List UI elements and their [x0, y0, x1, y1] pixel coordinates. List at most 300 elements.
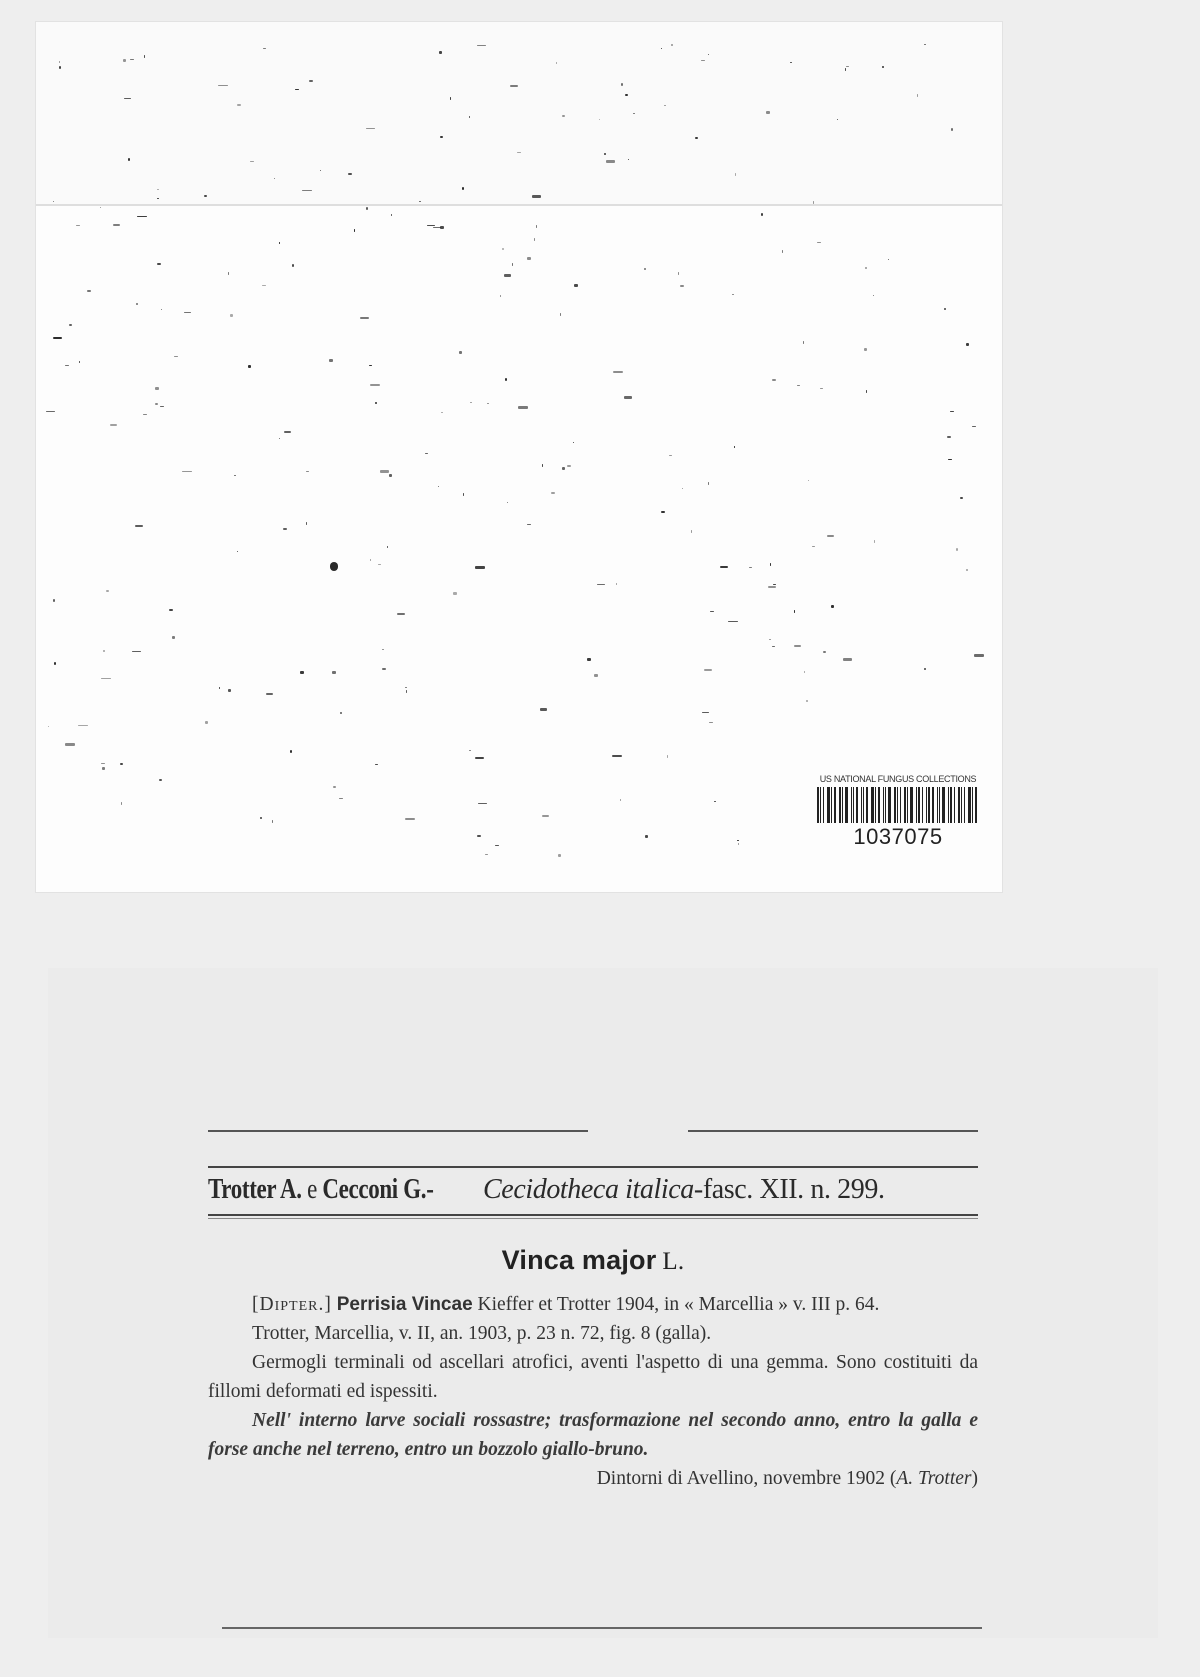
specimen-speck: [101, 678, 111, 679]
specimen-speck: [606, 160, 615, 163]
specimen-speck: [477, 835, 481, 837]
specimen-speck: [812, 546, 815, 547]
specimen-speck: [804, 671, 805, 673]
specimen-speck: [803, 341, 804, 344]
barcode-bar: [928, 787, 930, 823]
specimen-speck: [405, 687, 407, 688]
specimen-speck: [613, 371, 623, 373]
specimen-speck: [770, 563, 771, 566]
barcode-bar: [863, 787, 864, 823]
specimen-speck: [534, 238, 535, 241]
specimen-speck: [332, 671, 336, 674]
specimen-speck: [348, 173, 352, 175]
specimen-speck: [917, 94, 918, 97]
specimen-speck: [100, 207, 101, 208]
specimen-speck: [469, 750, 471, 751]
specimen-speck: [53, 201, 54, 202]
specimen-speck: [794, 610, 795, 613]
paragraph-larvae: Nell' interno larve sociali rossastre; trasformazione nel secondo anno, entro la galla e forse anche nel terreno, entro un bozzolo giallo-bruno.: [208, 1410, 978, 1460]
specimen-speck: [230, 314, 233, 317]
specimen-speck: [947, 436, 951, 438]
specimen-speck: [794, 645, 801, 647]
specimen-speck: [382, 668, 386, 670]
specimen-speck: [599, 119, 600, 120]
specimen-speck: [137, 216, 147, 217]
bottom-rule: [222, 1627, 982, 1629]
specimen-speck: [944, 308, 946, 310]
specimen-speck: [597, 584, 605, 585]
barcode-bar: [856, 787, 858, 823]
gall-taxon: Perrisia Vincae: [336, 1294, 473, 1315]
specimen-speck: [542, 464, 543, 467]
rule-below-series: [208, 1214, 978, 1219]
specimen-speck: [487, 403, 489, 404]
specimen-speck: [340, 712, 342, 714]
barcode-bar: [932, 787, 934, 823]
specimen-speck: [560, 313, 561, 316]
series-line: [208, 1168, 978, 1212]
specimen-speck: [831, 605, 834, 608]
barcode-bar: [948, 787, 949, 823]
specimen-speck: [495, 845, 499, 846]
specimen-speck: [517, 152, 521, 153]
specimen-speck: [155, 403, 158, 405]
specimen-speck: [135, 525, 143, 527]
specimen-speck: [453, 592, 457, 595]
specimen-speck: [866, 390, 867, 393]
barcode-bar: [823, 787, 824, 823]
specimen-speck: [54, 662, 56, 665]
specimen-speck: [475, 757, 484, 759]
specimen-speck: [766, 111, 770, 114]
specimen-speck: [290, 750, 292, 753]
specimen-speck: [438, 486, 439, 487]
specimen-speck: [87, 290, 91, 292]
specimen-speck: [159, 779, 162, 781]
paragraph-description: Germogli terminali od ascellari atrofici, aventi l'aspetto di una gemma. Sono costituiti da fillomi deformati ed ispessiti.: [208, 1352, 978, 1402]
specimen-speck: [510, 85, 518, 87]
specimen-speck: [136, 303, 138, 305]
barcode-bar: [817, 787, 819, 823]
specimen-speck: [262, 285, 266, 286]
specimen-speck: [369, 365, 372, 366]
specimen-speck: [551, 492, 555, 494]
specimen-speck: [237, 551, 238, 552]
specimen-speck: [284, 431, 291, 433]
specimen-speck: [279, 242, 280, 244]
barcode-bar: [904, 787, 906, 823]
barcode-bar: [968, 787, 971, 823]
specimen-speck: [441, 412, 443, 413]
specimen-speck: [558, 854, 561, 857]
specimen-speck: [462, 187, 464, 190]
paragraph-taxon: [208, 1290, 978, 1319]
specimen-speck: [218, 85, 228, 86]
specimen-speck: [664, 105, 666, 106]
barcode-bar: [820, 787, 821, 823]
species-name: Vinca major: [501, 1245, 657, 1275]
specimen-speck: [329, 359, 333, 362]
specimen-speck: [477, 45, 486, 46]
specimen-speck: [354, 229, 355, 232]
specimen-speck: [556, 62, 557, 64]
label-content: [208, 1128, 978, 1494]
specimen-speck: [389, 474, 392, 477]
specimen-speck: [182, 471, 192, 472]
specimen-packet: [36, 22, 1002, 892]
specimen-speck: [678, 272, 679, 275]
barcode-bar: [937, 787, 938, 823]
barcode-bar: [851, 787, 852, 823]
specimen-speck: [837, 119, 838, 120]
specimen-speck: [106, 590, 109, 592]
top-rule-right: [688, 1130, 978, 1132]
specimen-speck: [846, 66, 849, 67]
specimen-speck: [205, 721, 208, 724]
specimen-speck: [502, 248, 504, 250]
specimen-speck: [370, 559, 371, 561]
specimen-speck: [406, 690, 407, 693]
specimen-speck: [720, 566, 728, 568]
taxon-reference: Kieffer et Trotter 1904, in « Marcellia » v. III p. 64.: [477, 1294, 880, 1315]
specimen-speck: [391, 214, 392, 216]
specimen-speck: [645, 835, 648, 838]
barcode-bar: [839, 787, 841, 823]
specimen-speck: [470, 402, 472, 403]
specimen-speck: [616, 583, 617, 585]
barcode-number: 1037075: [853, 824, 943, 849]
specimen-speck: [737, 840, 739, 841]
barcode-bar: [861, 787, 862, 823]
specimen-speck: [924, 668, 926, 670]
barcode-bars: [798, 787, 998, 823]
specimen-speck: [972, 426, 976, 427]
specimen-speck: [709, 722, 713, 723]
barcode-bar: [939, 787, 940, 823]
specimen-speck: [157, 189, 159, 190]
specimen-speck: [380, 470, 389, 473]
specimen-speck: [562, 115, 565, 117]
specimen-speck: [806, 700, 808, 702]
locality-text: Dintorni di Avellino, novembre 1902 (: [596, 1468, 897, 1489]
specimen-speck: [701, 60, 705, 61]
series-conj: e: [307, 1174, 317, 1205]
specimen-speck: [845, 68, 846, 71]
specimen-speck: [330, 562, 338, 571]
specimen-speck: [157, 263, 161, 265]
specimen-speck: [113, 224, 120, 226]
barcode-bar: [950, 787, 952, 823]
specimen-speck: [360, 317, 369, 319]
specimen-speck: [237, 104, 241, 106]
specimen-speck: [734, 446, 735, 448]
specimen-speck: [143, 414, 147, 415]
specimen-speck: [76, 225, 80, 226]
barcode-bar: [885, 787, 886, 823]
specimen-speck: [772, 646, 775, 647]
specimen-speck: [702, 712, 709, 713]
specimen-speck: [387, 546, 388, 548]
specimen-speck: [625, 94, 628, 96]
specimen-speck: [370, 384, 380, 386]
specimen-speck: [65, 743, 75, 746]
specimen-speck: [974, 654, 984, 657]
specimen-speck: [512, 263, 513, 266]
printed-label: [48, 968, 1158, 1638]
series-number: -fasc. XII. n. 299.: [693, 1174, 885, 1205]
specimen-speck: [732, 294, 734, 295]
specimen-speck: [680, 285, 684, 287]
specimen-speck: [124, 98, 131, 99]
barcode-bar: [918, 787, 920, 823]
specimen-speck: [966, 569, 968, 571]
paragraph-reference: Trotter, Marcellia, v. II, an. 1903, p. 23 n. 72, fig. 8 (galla).: [252, 1323, 712, 1344]
specimen-speck: [735, 173, 736, 176]
barcode-bar: [926, 787, 927, 823]
specimen-speck: [773, 584, 776, 585]
specimen-speck: [728, 621, 738, 622]
specimen-speck: [53, 599, 55, 602]
barcode-bar: [964, 787, 965, 823]
locality-close: ): [971, 1468, 978, 1489]
specimen-speck: [302, 190, 312, 191]
species-heading: [208, 1245, 978, 1276]
specimen-speck: [542, 815, 549, 817]
specimen-speck: [110, 424, 117, 426]
specimen-speck: [378, 564, 381, 565]
barcode-bar: [845, 787, 848, 823]
barcode-bar: [972, 787, 973, 823]
barcode-caption: US NATIONAL FUNGUS COLLECTIONS: [819, 774, 977, 784]
top-rules: [208, 1128, 978, 1148]
specimen-speck: [306, 471, 309, 472]
specimen-speck: [419, 201, 421, 202]
specimen-speck: [485, 854, 488, 855]
specimen-speck: [518, 406, 528, 409]
specimen-speck: [527, 524, 531, 525]
barcode-bar: [897, 787, 898, 823]
specimen-speck: [120, 763, 123, 765]
species-author: L.: [662, 1248, 685, 1275]
specimen-speck: [562, 467, 565, 470]
specimen-speck: [527, 257, 531, 260]
specimen-speck: [65, 365, 69, 366]
barcode-bar: [871, 787, 874, 823]
specimen-speck: [874, 540, 875, 543]
label-body: [208, 1290, 978, 1494]
specimen-speck: [667, 755, 668, 758]
series-authors: [208, 1168, 434, 1212]
barcode-bar: [875, 787, 876, 823]
specimen-speck: [204, 195, 207, 197]
specimen-speck: [864, 348, 867, 351]
specimen-speck: [475, 566, 485, 569]
specimen-speck: [260, 817, 262, 819]
barcode-bar: [916, 787, 917, 823]
specimen-speck: [279, 438, 280, 439]
specimen-speck: [797, 385, 800, 386]
specimen-speck: [339, 798, 343, 799]
barcode-bar: [894, 787, 896, 823]
barcode-bar: [900, 787, 901, 823]
barcode-bar: [910, 787, 913, 823]
specimen-speck: [710, 611, 714, 612]
specimen-speck: [594, 674, 598, 677]
specimen-speck: [228, 689, 231, 692]
specimen-speck: [823, 651, 826, 653]
specimen-speck: [128, 158, 130, 161]
barcode-bar: [883, 787, 884, 823]
specimen-speck: [817, 242, 821, 243]
specimen-speck: [121, 802, 122, 805]
specimen-speck: [924, 44, 926, 45]
specimen-speck: [567, 465, 571, 467]
specimen-speck: [960, 497, 963, 499]
specimen-speck: [749, 567, 752, 568]
specimen-speck: [228, 272, 229, 275]
barcode-bar: [878, 787, 880, 823]
series-author-2: Cecconi G.-: [322, 1174, 434, 1205]
specimen-speck: [540, 708, 547, 711]
specimen-speck: [768, 586, 776, 588]
specimen-speck: [950, 411, 954, 412]
series-author-1: Trotter A.: [208, 1174, 302, 1205]
specimen-speck: [704, 669, 712, 671]
specimen-speck: [272, 820, 273, 823]
specimen-speck: [888, 259, 889, 260]
order-label: [Dipter.]: [252, 1294, 332, 1315]
barcode-bar: [888, 787, 891, 823]
barcode-bar: [907, 787, 908, 823]
specimen-speck: [633, 113, 635, 114]
specimen-speck: [459, 351, 462, 354]
specimen-speck: [263, 48, 266, 49]
barcode-bar: [834, 787, 836, 823]
barcode-bar: [954, 787, 955, 823]
locality-line: [208, 1464, 978, 1494]
specimen-speck: [366, 207, 368, 210]
specimen-speck: [219, 687, 220, 689]
specimen-speck: [300, 671, 304, 674]
specimen-speck: [478, 803, 487, 804]
specimen-speck: [661, 511, 665, 513]
barcode-bar: [922, 787, 923, 823]
specimen-speck: [184, 312, 191, 313]
specimen-speck: [248, 365, 251, 368]
barcode-bar: [842, 787, 843, 823]
barcode-bar: [958, 787, 960, 823]
specimen-speck: [101, 763, 105, 764]
specimen-speck: [292, 264, 294, 267]
specimen-speck: [333, 786, 336, 788]
specimen-speck: [956, 548, 958, 551]
specimen-speck: [79, 361, 80, 363]
specimen-speck: [820, 388, 823, 389]
specimen-speck: [78, 725, 88, 726]
specimen-speck: [644, 268, 646, 270]
specimen-speck: [669, 455, 672, 456]
barcode-label: [798, 774, 998, 874]
specimen-speck: [691, 530, 692, 533]
specimen-speck: [433, 227, 441, 228]
specimen-speck: [714, 801, 716, 802]
specimen-speck: [769, 639, 771, 640]
specimen-speck: [951, 128, 953, 131]
barcode-bar: [942, 787, 945, 823]
specimen-speck: [155, 387, 159, 390]
top-rule-left: [208, 1130, 588, 1132]
specimen-speck: [708, 482, 709, 485]
specimen-speck: [587, 658, 591, 661]
specimen-speck: [169, 609, 173, 611]
specimen-speck: [234, 475, 236, 476]
specimen-speck: [102, 767, 105, 770]
specimen-speck: [405, 818, 415, 820]
specimen-speck: [266, 693, 273, 695]
specimen-speck: [507, 502, 508, 503]
specimen-speck: [103, 650, 105, 652]
specimen-speck: [160, 406, 164, 407]
specimen-speck: [808, 480, 809, 481]
specimen-speck: [172, 636, 175, 639]
specimen-speck: [130, 59, 134, 60]
specimen-speck: [440, 226, 444, 229]
packet-flap: [36, 22, 1002, 206]
specimen-speck: [123, 59, 126, 62]
barcode-bar: [831, 787, 832, 823]
specimen-speck: [761, 213, 763, 216]
specimen-speck: [500, 295, 501, 297]
barcode-bar: [961, 787, 962, 823]
specimen-speck: [573, 442, 574, 443]
specimen-speck: [873, 295, 874, 296]
specimen-speck: [738, 843, 739, 845]
specimen-speck: [397, 613, 405, 615]
specimen-speck: [425, 453, 428, 454]
specimen-speck: [382, 649, 384, 650]
specimen-speck: [48, 726, 49, 727]
specimen-speck: [463, 493, 464, 496]
specimen-speck: [306, 522, 307, 525]
barcode-bar: [853, 787, 854, 823]
specimen-speck: [574, 284, 578, 287]
barcode-bar: [975, 787, 977, 823]
specimen-speck: [782, 250, 783, 253]
specimen-speck: [69, 324, 72, 326]
specimen-speck: [772, 379, 776, 381]
specimen-speck: [843, 658, 852, 661]
specimen-speck: [174, 356, 178, 357]
specimen-speck: [427, 225, 435, 226]
specimen-speck: [532, 195, 541, 198]
specimen-speck: [865, 267, 867, 269]
specimen-speck: [604, 153, 606, 155]
series-title: Cecidotheca italica: [483, 1174, 694, 1205]
specimen-speck: [966, 343, 969, 346]
specimen-speck: [682, 488, 683, 489]
specimen-speck: [948, 459, 952, 460]
specimen-speck: [53, 337, 62, 339]
specimen-speck: [309, 80, 313, 82]
barcode-bar: [827, 787, 830, 823]
specimen-speck: [612, 755, 622, 757]
specimen-speck: [536, 225, 537, 228]
specimen-speck: [283, 528, 287, 530]
specimen-speck: [46, 411, 55, 412]
specimen-speck: [161, 309, 162, 310]
specimen-speck: [827, 535, 834, 537]
specimen-speck: [620, 799, 621, 801]
